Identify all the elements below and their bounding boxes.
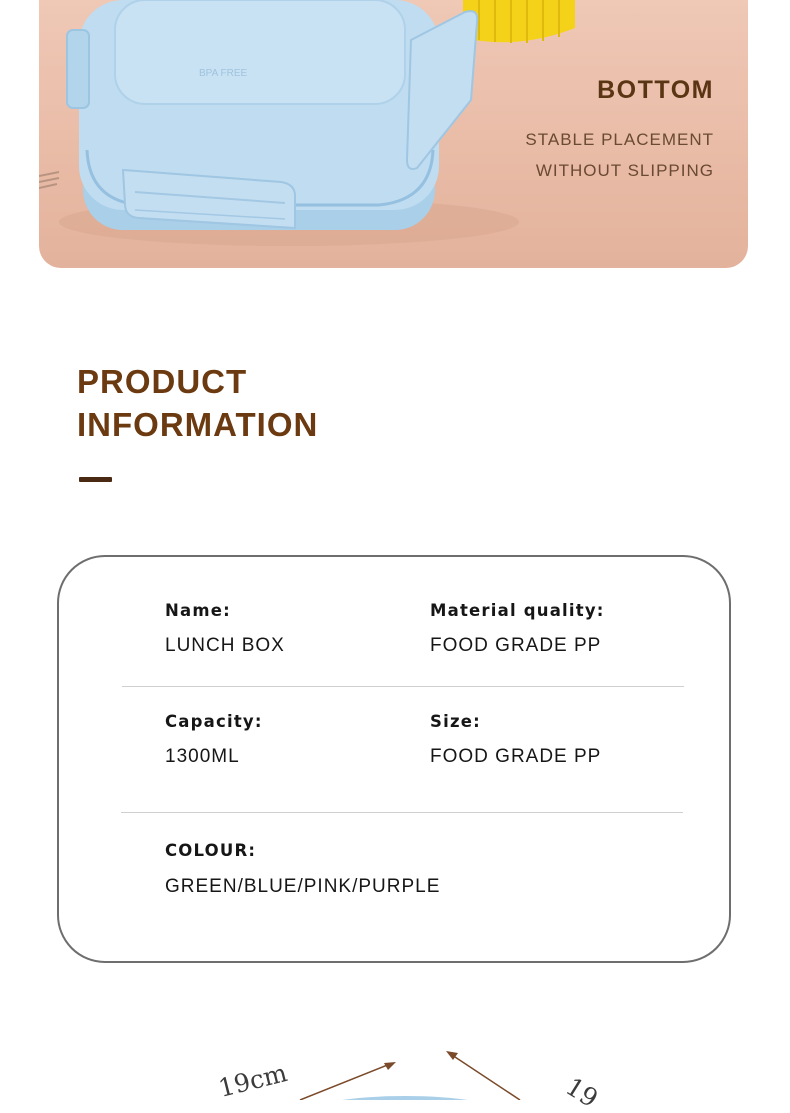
dimension-diagram [0, 1040, 790, 1100]
svg-text:BPA FREE: BPA FREE [199, 68, 248, 79]
section-title-line-1: PRODUCT [77, 363, 248, 400]
colour-value: GREEN/BLUE/PINK/PURPLE [165, 876, 441, 897]
hero-title: BOTTOM [597, 76, 714, 104]
info-divider-2 [121, 812, 683, 813]
product-info-card [57, 555, 731, 963]
info-divider-1 [122, 686, 684, 687]
name-value: LUNCH BOX [165, 635, 285, 656]
material-value: FOOD GRADE PP [430, 635, 602, 656]
size-value: FOOD GRADE PP [430, 746, 602, 767]
material-label: Material quality: [430, 601, 605, 620]
section-title-line-2: INFORMATION [77, 406, 319, 443]
name-label: Name: [165, 601, 231, 620]
hero-subtitle-line-2: WITHOUT SLIPPING [535, 161, 714, 180]
section-divider [79, 477, 112, 482]
capacity-label: Capacity: [165, 712, 263, 731]
depth-dimension-label: 19 [560, 1071, 604, 1113]
width-dimension-label: 19cm [215, 1058, 291, 1103]
size-label: Size: [430, 712, 481, 731]
colour-label: COLOUR: [165, 841, 257, 860]
product-photo-bottom [39, 0, 748, 268]
capacity-value: 1300ML [165, 746, 240, 767]
hero-subtitle-line-1: STABLE PLACEMENT [525, 130, 714, 149]
section-title [77, 360, 318, 446]
